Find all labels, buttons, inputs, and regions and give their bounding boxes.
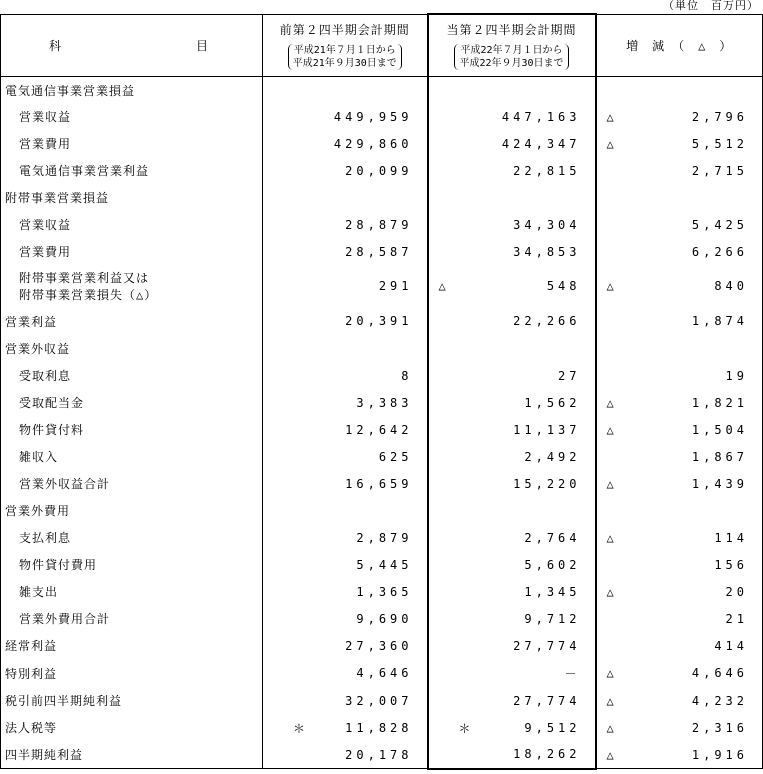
cur-period-end: 平成22年９月30日まで bbox=[459, 58, 564, 69]
prev-title: 前第２四半期会計期間 bbox=[279, 22, 410, 37]
table-row bbox=[1, 77, 763, 104]
prev-value bbox=[263, 551, 428, 578]
row-label: 受取利息 bbox=[19, 369, 72, 383]
prev-value-text: 16,659 bbox=[345, 476, 413, 491]
cur-value bbox=[428, 77, 596, 104]
diff-value-text: 21 bbox=[725, 611, 748, 626]
table-row bbox=[1, 103, 763, 130]
negative-mark: △ bbox=[606, 136, 614, 151]
prev-value-text: 20,391 bbox=[345, 314, 413, 328]
prev-value-text: 291 bbox=[378, 279, 413, 293]
prev-value bbox=[263, 265, 428, 307]
header-row bbox=[1, 14, 763, 77]
row-label: 物件貸付費用 bbox=[19, 558, 98, 572]
row-label: 電気通信事業営業損益 bbox=[5, 83, 136, 98]
diff-value-text: 5,425 bbox=[691, 217, 748, 232]
cur-value-text: 447,163 bbox=[501, 109, 581, 124]
table-row bbox=[1, 211, 763, 238]
prev-value bbox=[263, 103, 428, 130]
prev-value-text: 20,178 bbox=[345, 747, 413, 762]
diff-value-text: 1,867 bbox=[691, 449, 748, 464]
diff-value bbox=[596, 687, 763, 714]
row-label: 営業外収益合計 bbox=[19, 477, 111, 491]
row-label: 支払利息 bbox=[19, 531, 72, 545]
diff-value bbox=[596, 238, 763, 265]
cur-value-text: 22,266 bbox=[513, 314, 581, 328]
prev-value bbox=[263, 77, 428, 104]
table-row bbox=[1, 184, 763, 211]
cur-value-text: － bbox=[564, 666, 581, 681]
prev-value-text: 28,879 bbox=[345, 217, 413, 232]
asterisk-mark: ＊ bbox=[293, 721, 306, 735]
diff-value bbox=[596, 551, 763, 578]
diff-value bbox=[596, 524, 763, 551]
table-row bbox=[1, 741, 763, 769]
diff-value-text: 2,316 bbox=[691, 720, 748, 735]
prev-period-start: 平成21年７月１日から bbox=[293, 44, 396, 56]
diff-value-text: 5,512 bbox=[691, 136, 748, 151]
diff-value-text: 2,796 bbox=[691, 109, 748, 124]
cur-value bbox=[428, 741, 596, 769]
header-prev bbox=[263, 14, 428, 77]
table-row bbox=[1, 335, 763, 362]
cur-value bbox=[428, 335, 596, 362]
table-row bbox=[1, 714, 763, 741]
prev-value bbox=[263, 714, 428, 741]
diff-value bbox=[596, 77, 763, 104]
asterisk-mark: ＊ bbox=[458, 721, 471, 735]
cur-period bbox=[454, 44, 568, 70]
table-row bbox=[1, 659, 763, 687]
diff-value bbox=[596, 130, 763, 157]
cur-period-start: 平成22年７月１日から bbox=[460, 45, 563, 56]
cur-value bbox=[428, 551, 596, 578]
table-row bbox=[1, 632, 763, 659]
row-label: 営業外費用合計 bbox=[19, 612, 111, 626]
cur-value-text: 9,512 bbox=[524, 720, 581, 735]
row-label: 営業外収益 bbox=[5, 342, 71, 356]
cur-value bbox=[428, 470, 596, 497]
diff-value-text: 1,504 bbox=[691, 422, 748, 437]
cur-value-text: 424,347 bbox=[501, 136, 581, 151]
diff-value bbox=[596, 362, 763, 389]
prev-value-text: 20,099 bbox=[345, 163, 413, 178]
cur-value-text: 5,602 bbox=[524, 557, 581, 572]
cur-value bbox=[428, 687, 596, 714]
row-label: 電気通信事業営業利益 bbox=[19, 164, 150, 178]
row-label: 附帯事業営業利益又は bbox=[19, 271, 150, 285]
cur-value bbox=[428, 362, 596, 389]
diff-value bbox=[596, 497, 763, 524]
cur-value bbox=[428, 211, 596, 238]
prev-value bbox=[263, 307, 428, 335]
cur-value-text: 548 bbox=[546, 279, 581, 293]
diff-value bbox=[596, 157, 763, 184]
row-label: 雑支出 bbox=[19, 585, 59, 599]
cur-value bbox=[428, 659, 596, 687]
prev-period-end: 平成21年９月30日まで bbox=[292, 57, 397, 69]
cur-value bbox=[428, 307, 596, 335]
diff-value bbox=[596, 335, 763, 362]
prev-value-text: 27,360 bbox=[345, 638, 413, 653]
row-label: 法人税等 bbox=[5, 721, 58, 735]
prev-value bbox=[263, 443, 428, 470]
row-label: 営業外費用 bbox=[5, 504, 71, 518]
prev-value bbox=[263, 524, 428, 551]
diff-value bbox=[596, 103, 763, 130]
cur-value-text: 2,492 bbox=[524, 449, 581, 464]
cur-value-text: 15,220 bbox=[513, 476, 581, 491]
table-row bbox=[1, 524, 763, 551]
negative-mark: △ bbox=[606, 666, 614, 680]
table-row bbox=[1, 605, 763, 632]
table-row bbox=[1, 130, 763, 157]
header-item bbox=[1, 14, 263, 77]
diff-value-text: 4,646 bbox=[691, 666, 748, 680]
diff-value-text: 6,266 bbox=[691, 244, 748, 259]
prev-value bbox=[263, 335, 428, 362]
negative-mark: △ bbox=[606, 395, 614, 410]
prev-value bbox=[263, 470, 428, 497]
prev-value-text: 1,365 bbox=[356, 584, 413, 599]
cur-title: 当第２四半期会計期間 bbox=[446, 23, 577, 37]
row-label: 経常利益 bbox=[5, 639, 58, 653]
cur-value bbox=[428, 524, 596, 551]
diff-value-text: 1,439 bbox=[691, 476, 748, 491]
cur-value-text: 11,137 bbox=[513, 422, 581, 437]
table-row bbox=[1, 578, 763, 605]
diff-value-text: 1,821 bbox=[691, 395, 748, 410]
row-label: 営業収益 bbox=[19, 110, 72, 124]
header-label-left: 科 bbox=[49, 38, 64, 53]
cur-value-text: 27,774 bbox=[513, 693, 581, 708]
prev-value bbox=[263, 632, 428, 659]
row-label: 営業費用 bbox=[19, 137, 72, 151]
diff-value-text: 114 bbox=[714, 530, 748, 545]
prev-value-text: 429,860 bbox=[333, 136, 413, 151]
table-row bbox=[1, 497, 763, 524]
cur-value bbox=[428, 184, 596, 211]
negative-mark: △ bbox=[606, 747, 614, 762]
table-row bbox=[1, 551, 763, 578]
diff-value bbox=[596, 389, 763, 416]
prev-value-text: 11,828 bbox=[345, 720, 413, 735]
cur-value bbox=[428, 238, 596, 265]
prev-value-text: 28,587 bbox=[345, 244, 413, 259]
diff-value-text: 156 bbox=[714, 557, 748, 572]
cur-value-text: 27 bbox=[558, 368, 581, 383]
diff-value-text: 19 bbox=[725, 368, 748, 383]
cur-value bbox=[428, 265, 596, 307]
prev-value bbox=[263, 211, 428, 238]
prev-value bbox=[263, 416, 428, 443]
table-row bbox=[1, 687, 763, 714]
row-label-line2: 附帯事業営業損失（△） bbox=[19, 288, 158, 302]
header-label-right: 目 bbox=[195, 38, 210, 53]
cur-value bbox=[428, 416, 596, 443]
diff-value bbox=[596, 184, 763, 211]
diff-value bbox=[596, 265, 763, 307]
prev-value bbox=[263, 497, 428, 524]
row-label: 附帯事業営業損益 bbox=[5, 191, 110, 205]
row-label: 営業収益 bbox=[19, 218, 72, 232]
prev-value bbox=[263, 184, 428, 211]
cur-value bbox=[428, 443, 596, 470]
prev-value bbox=[263, 362, 428, 389]
income-statement-table bbox=[0, 13, 763, 770]
negative-mark: △ bbox=[606, 584, 614, 599]
diff-value bbox=[596, 632, 763, 659]
diff-value-text: 840 bbox=[714, 279, 748, 293]
table-row bbox=[1, 416, 763, 443]
diff-value-text: 2,715 bbox=[691, 163, 748, 178]
diff-title: 増 減 （ △ ） bbox=[626, 38, 733, 53]
cur-value bbox=[428, 103, 596, 130]
negative-mark: △ bbox=[606, 530, 614, 545]
negative-mark: △ bbox=[606, 109, 614, 124]
diff-value bbox=[596, 443, 763, 470]
cur-value bbox=[428, 497, 596, 524]
cur-value bbox=[428, 578, 596, 605]
diff-value bbox=[596, 416, 763, 443]
prev-value bbox=[263, 659, 428, 687]
table-row bbox=[1, 157, 763, 184]
prev-value-text: 5,445 bbox=[356, 557, 413, 572]
diff-value bbox=[596, 659, 763, 687]
prev-value-text: 2,879 bbox=[356, 530, 413, 545]
diff-value bbox=[596, 578, 763, 605]
cur-value bbox=[428, 157, 596, 184]
row-label: 受取配当金 bbox=[19, 396, 85, 410]
prev-period bbox=[288, 44, 402, 70]
diff-value bbox=[596, 714, 763, 741]
cur-value-text: 22,815 bbox=[513, 163, 581, 178]
prev-value-text: 3,383 bbox=[356, 395, 413, 410]
prev-value-text: 625 bbox=[378, 449, 413, 464]
diff-value-text: 1,916 bbox=[691, 747, 748, 762]
unit-note: （単位 百万円） bbox=[663, 0, 759, 12]
prev-value-text: 449,959 bbox=[333, 109, 413, 124]
cur-value-text: 2,764 bbox=[524, 530, 581, 545]
prev-value bbox=[263, 389, 428, 416]
negative-mark: △ bbox=[606, 279, 614, 293]
negative-mark: △ bbox=[606, 693, 614, 708]
prev-value-text: 8 bbox=[401, 368, 413, 383]
row-label: 営業利益 bbox=[5, 314, 58, 329]
diff-value bbox=[596, 470, 763, 497]
cur-value-text: 34,853 bbox=[513, 244, 581, 259]
cur-value-text: 1,562 bbox=[524, 395, 581, 410]
cur-value-text: 1,345 bbox=[524, 584, 581, 599]
diff-value-text: 4,232 bbox=[691, 693, 748, 708]
table-row bbox=[1, 389, 763, 416]
diff-value bbox=[596, 741, 763, 769]
row-label: 特別利益 bbox=[5, 666, 58, 681]
cur-value bbox=[428, 714, 596, 741]
cur-value bbox=[428, 605, 596, 632]
negative-mark: △ bbox=[438, 279, 446, 293]
diff-value-text: 20 bbox=[725, 584, 748, 599]
cur-value-text: 34,304 bbox=[513, 217, 581, 232]
prev-value bbox=[263, 687, 428, 714]
header-cur bbox=[428, 14, 596, 77]
row-label: 四半期純利益 bbox=[5, 748, 84, 762]
diff-value-text: 414 bbox=[714, 638, 748, 653]
table-row bbox=[1, 238, 763, 265]
table-row bbox=[1, 443, 763, 470]
cur-value bbox=[428, 389, 596, 416]
row-label: 営業費用 bbox=[19, 245, 72, 259]
diff-value bbox=[596, 211, 763, 238]
diff-value bbox=[596, 605, 763, 632]
prev-value bbox=[263, 157, 428, 184]
table-row bbox=[1, 362, 763, 389]
negative-mark: △ bbox=[606, 720, 614, 735]
table-row bbox=[1, 470, 763, 497]
prev-value bbox=[263, 238, 428, 265]
prev-value bbox=[263, 130, 428, 157]
row-label: 物件貸付料 bbox=[19, 423, 85, 437]
prev-value bbox=[263, 578, 428, 605]
cur-value bbox=[428, 130, 596, 157]
row-label: 雑収入 bbox=[19, 450, 59, 464]
header-diff bbox=[596, 14, 763, 77]
cur-value-text: 9,712 bbox=[524, 611, 581, 626]
table-row bbox=[1, 307, 763, 335]
prev-value-text: 32,007 bbox=[345, 693, 413, 708]
cur-value bbox=[428, 632, 596, 659]
prev-value-text: 9,690 bbox=[356, 611, 413, 626]
prev-value-text: 12,642 bbox=[345, 422, 413, 437]
negative-mark: △ bbox=[606, 476, 614, 491]
diff-value-text: 1,874 bbox=[691, 314, 748, 328]
row-label: 税引前四半期純利益 bbox=[5, 694, 123, 708]
prev-value-text: 4,646 bbox=[356, 666, 413, 680]
cur-value-text: 18,262 bbox=[513, 747, 581, 762]
negative-mark: △ bbox=[606, 422, 614, 437]
diff-value bbox=[596, 307, 763, 335]
cur-value-text: 27,774 bbox=[513, 638, 581, 653]
prev-value bbox=[263, 741, 428, 769]
prev-value bbox=[263, 605, 428, 632]
table-row bbox=[1, 265, 763, 307]
